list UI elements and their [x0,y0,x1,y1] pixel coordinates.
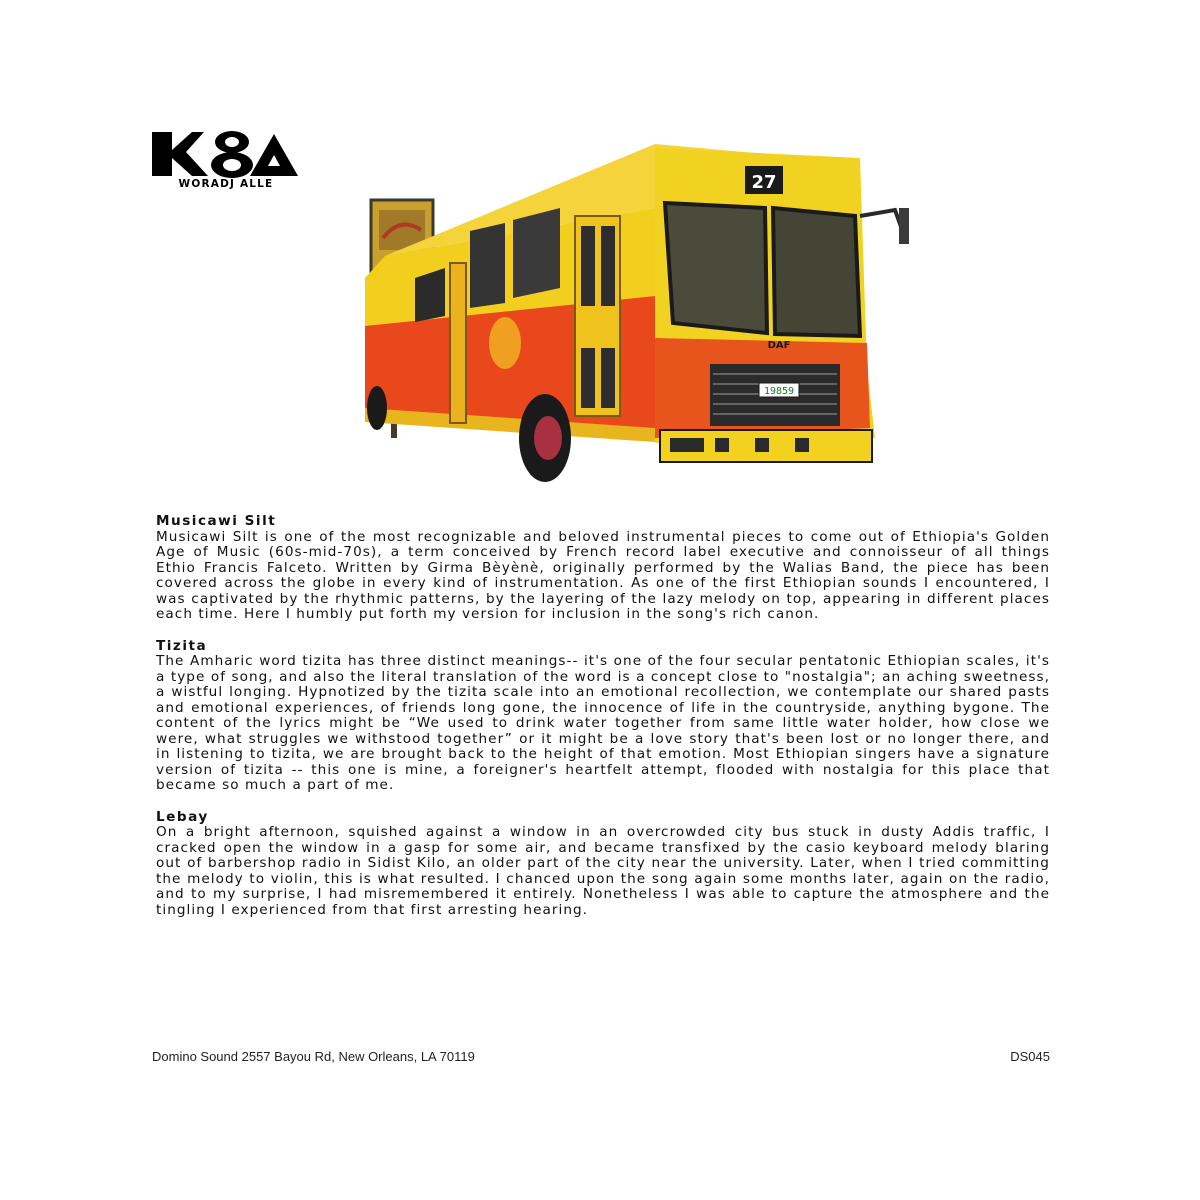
section-musicawi-silt [156,514,1050,623]
plate-number: 19859 [763,386,795,397]
logo-subtitle: WORADJ ALLE [178,178,274,190]
section-body: On a bright afternoon, squished against a window in an overcrowded city bus stuck in dusty Addis traffic, I cracked open the window in a gasp for some air, and became transfixed by the casio keyboard melody blaring out of barbershop radio in Sidist Kilo, an older part of the city near the university. Later, when I tried committing the melody to violin, this is what resulted. I chanced upon the song again some months later, again on the radio, and to my surprise, I had misremembered it entirely. Nonetheless I was able to capture the atmosphere and the tingling I experienced from that first arresting hearing. [156,824,1050,918]
section-body: Musicawi Silt is one of the most recognizable and beloved instrumental pieces to come out of Ethiopia's Golden Age of Music (60s-mid-70s), a term conceived by French record label executive and connoisseur of all things Ethio Francis Falceto. Written by Girma Bèyènè, originally performed by the Walias Band, the piece has been covered across the globe in every kind of instrumentation. As one of the first Ethiopian sounds I encountered, I was captivated by the rhythmic patterns, by the layering of the lazy melody on top, appearing in different places each time. Here I humbly put forth my version for inclusion in the song's rich canon. [156,528,1050,622]
section-body: The Amharic word tizita has three distinct meanings-- it's one of the four secular pentatonic Ethiopian scales, it's a type of song, and also the literal translation of the word is a concept close to "nostalgia"; an aching sweetness, a wistful longing. Hypnotized by the tizita scale into an emotional recollection, we contemplate our shared pasts and emotional experiences, of friends long gone, the innocence of life in the countryside, anything bygone. The content of the lyrics might be “We used to drink water together from same little water holder, how close we were, what struggles we withstood together” or it might be a love story that's been lost or no longer there, and in listening to tizita, we are brought back to the height of that emotion. Most Ethiopian singers have a signature version of tizita -- this one is mine, a foreigner's heartfelt attempt, flooded with nostalgia for this place that became so much a part of me. [156,653,1050,793]
label-address: Domino Sound 2557 Bayou Rd, New Orleans, LA 70119 [152,1049,475,1064]
bus-illustration [355,138,925,490]
section-title: Musicawi Silt [156,513,277,529]
section-lebay [156,810,1050,919]
bus-brand: DAF [767,340,791,351]
rear-wheel [367,386,387,430]
section-title: Tizita [156,637,208,654]
windshield-left [665,203,767,333]
liner-notes [156,514,1050,934]
side-mirror [899,208,909,244]
catalog-number: DS045 [1010,1049,1050,1064]
section-title: Lebay [156,808,209,825]
windshield-right [773,208,860,336]
k8a-logo [152,130,302,190]
route-number: 27 [751,172,777,193]
section-tizita [156,639,1050,794]
